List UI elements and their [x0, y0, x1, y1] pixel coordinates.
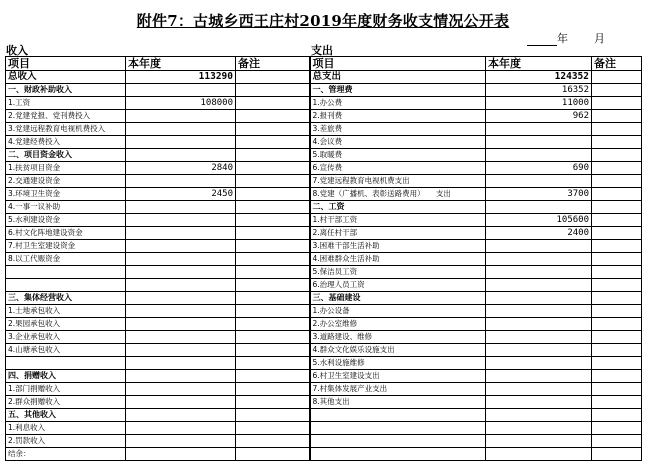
income-amount-cell	[126, 435, 236, 448]
income-remark-cell	[236, 344, 310, 357]
table-row	[6, 422, 642, 435]
income-remark-cell	[236, 370, 310, 383]
expense-remark-cell	[592, 97, 642, 110]
expense-item-cell: 7.村集体发展产业支出	[310, 383, 486, 396]
expense-amount-cell	[486, 448, 592, 461]
expense-item-cell: 1.办公设备	[310, 305, 486, 318]
expense-item-cell: 1.办公费	[310, 97, 486, 110]
table-row	[6, 188, 642, 201]
table-row	[6, 305, 642, 318]
income-remark-cell	[236, 123, 310, 136]
expense-amount-cell: 690	[486, 162, 592, 175]
income-item-cell	[6, 266, 126, 279]
expense-amount-cell	[486, 201, 592, 214]
income-item-cell: 3.环境卫生资金	[6, 188, 126, 201]
table-row	[6, 97, 642, 110]
income-amount-cell: 2840	[126, 162, 236, 175]
expense-item-cell: 4.会议费	[310, 136, 486, 149]
expense-amount-cell	[486, 422, 592, 435]
income-remark-cell	[236, 357, 310, 370]
income-remark-cell	[236, 97, 310, 110]
income-item-cell: 三、集体经营收入	[6, 292, 126, 305]
expense-remark-cell	[592, 318, 642, 331]
year-label: 年	[557, 32, 568, 45]
expense-amount-header: 本年度	[486, 57, 592, 71]
income-remark-cell	[236, 84, 310, 97]
income-amount-cell	[126, 279, 236, 292]
table-row	[6, 370, 642, 383]
expense-item-cell: 6.宣传费	[310, 162, 486, 175]
expense-amount-cell: 2400	[486, 227, 592, 240]
expense-remark-cell	[592, 123, 642, 136]
table-row	[6, 279, 642, 292]
column-header-row	[6, 57, 642, 71]
expense-item-cell	[310, 409, 486, 422]
income-item-cell: 4.党建经费投入	[6, 136, 126, 149]
income-remark-cell	[236, 422, 310, 435]
expense-remark-cell	[592, 435, 642, 448]
expense-remark-cell	[592, 188, 642, 201]
income-item-cell: 1.部门捐赠收入	[6, 383, 126, 396]
expense-item-cell: 2.报刊费	[310, 110, 486, 123]
table-row	[6, 201, 642, 214]
expense-amount-cell	[486, 409, 592, 422]
expense-remark-cell	[592, 305, 642, 318]
income-amount-cell	[126, 292, 236, 305]
expense-remark-cell	[592, 149, 642, 162]
income-item-cell: 二、项目资金收入	[6, 149, 126, 162]
expense-item-cell: 5.取暖费	[310, 149, 486, 162]
expense-item-cell: 6.治理人员工资	[310, 279, 486, 292]
expense-item-cell: 8.其他支出	[310, 396, 486, 409]
table-row	[6, 383, 642, 396]
table-row	[6, 110, 642, 123]
income-amount-cell	[126, 214, 236, 227]
table-row	[6, 292, 642, 305]
expense-amount-cell	[486, 305, 592, 318]
table-row	[6, 175, 642, 188]
expense-item-cell: 4.群众文化娱乐设施支出	[310, 344, 486, 357]
income-item-cell: 8.以工代赈资金	[6, 253, 126, 266]
expense-amount-cell	[486, 136, 592, 149]
table-row	[6, 435, 642, 448]
expense-item-cell	[310, 422, 486, 435]
table-row	[6, 357, 642, 370]
expense-amount-cell	[486, 383, 592, 396]
expense-remark-cell	[592, 422, 642, 435]
income-item-cell: 2.交通建设资金	[6, 175, 126, 188]
expense-item-cell: 5.水利设施维修	[310, 357, 486, 370]
expense-amount-cell	[486, 292, 592, 305]
expense-remark-cell	[592, 253, 642, 266]
expense-amount-cell	[486, 357, 592, 370]
income-amount-cell	[126, 383, 236, 396]
income-item-cell: 结余：	[6, 448, 126, 461]
expense-amount-cell	[486, 123, 592, 136]
table-row	[6, 253, 642, 266]
expense-remark-cell	[592, 84, 642, 97]
expense-amount-cell	[486, 279, 592, 292]
income-amount-cell	[126, 253, 236, 266]
income-item-cell: 1.扶贫项目资金	[6, 162, 126, 175]
income-amount-cell	[126, 149, 236, 162]
expense-item-cell: 6.村卫生室建设支出	[310, 370, 486, 383]
expense-remark-cell	[592, 201, 642, 214]
expense-amount-cell	[486, 266, 592, 279]
income-amount-cell	[126, 201, 236, 214]
document-title: 附件7：古城乡西王庄村2019年度财务收支情况公开表	[136, 12, 510, 30]
expense-item-cell: 3.差旅费	[310, 123, 486, 136]
expense-item-cell: 3.道路建设、维修	[310, 331, 486, 344]
table-row	[6, 214, 642, 227]
income-remark-cell	[236, 201, 310, 214]
expense-item-cell: 2.离任村干部	[310, 227, 486, 240]
date-line	[527, 30, 605, 46]
income-remark-cell	[236, 136, 310, 149]
expense-remark-cell	[592, 396, 642, 409]
expense-section-header: 支出	[311, 44, 333, 57]
expense-item-cell: 2.办公室维修	[310, 318, 486, 331]
income-amount-cell	[126, 123, 236, 136]
income-amount-cell	[126, 227, 236, 240]
expense-amount-cell	[486, 318, 592, 331]
income-remark-cell	[236, 305, 310, 318]
expense-remark-cell	[592, 409, 642, 422]
income-item-cell: 2.群众捐赠收入	[6, 396, 126, 409]
table-row	[6, 331, 642, 344]
table-row	[6, 266, 642, 279]
income-remark-cell	[236, 396, 310, 409]
expense-item-cell: 7.党建远程教育电视机费支出	[310, 175, 486, 188]
expense-remark-cell	[592, 279, 642, 292]
income-remark-cell	[236, 214, 310, 227]
income-remark-cell	[236, 188, 310, 201]
expense-item-cell	[310, 448, 486, 461]
income-amount-cell	[126, 344, 236, 357]
expense-amount-cell	[486, 240, 592, 253]
table-row	[6, 149, 642, 162]
table-row	[6, 162, 642, 175]
income-amount-cell	[126, 84, 236, 97]
income-amount-cell	[126, 136, 236, 149]
income-item-header: 项目	[6, 57, 126, 71]
income-item-cell: 五、其他收入	[6, 409, 126, 422]
income-item-cell: 四、捐赠收入	[6, 370, 126, 383]
income-amount-cell	[126, 409, 236, 422]
income-remark-cell	[236, 253, 310, 266]
total-income-value: 113290	[126, 71, 236, 84]
expense-remark-cell	[592, 448, 642, 461]
income-amount-cell	[126, 370, 236, 383]
finance-table	[5, 56, 642, 461]
expense-amount-cell	[486, 331, 592, 344]
expense-amount-cell: 16352	[486, 84, 592, 97]
total-income-label: 总收入	[6, 71, 126, 84]
income-remark-cell	[236, 331, 310, 344]
income-amount-cell	[126, 318, 236, 331]
expense-item-cell: 8.党建（广播机、表彰送路费用） 支出	[310, 188, 486, 201]
expense-amount-cell: 3700	[486, 188, 592, 201]
table-row	[6, 240, 642, 253]
income-item-cell: 7.村卫生室建设资金	[6, 240, 126, 253]
income-item-cell: 2.果园承包收入	[6, 318, 126, 331]
expense-amount-cell	[486, 253, 592, 266]
income-remark-cell	[236, 435, 310, 448]
totals-row	[6, 71, 642, 84]
income-remark-cell	[236, 240, 310, 253]
income-amount-cell	[126, 357, 236, 370]
income-item-cell: 一、财政补助收入	[6, 84, 126, 97]
table-row	[6, 84, 642, 97]
expense-remark-cell	[592, 331, 642, 344]
income-item-cell: 3.企业承包收入	[6, 331, 126, 344]
expense-remark-cell	[592, 240, 642, 253]
income-remark-cell	[236, 266, 310, 279]
expense-remark-cell	[592, 357, 642, 370]
expense-item-header: 项目	[310, 57, 486, 71]
income-remark-cell	[236, 227, 310, 240]
income-amount-cell	[126, 110, 236, 123]
expense-remark-cell	[592, 383, 642, 396]
income-amount-cell	[126, 448, 236, 461]
total-expense-value: 124352	[486, 71, 592, 84]
income-item-cell	[6, 279, 126, 292]
expense-remark-cell	[592, 227, 642, 240]
expense-amount-cell	[486, 370, 592, 383]
table-row	[6, 344, 642, 357]
income-item-cell: 1.工资	[6, 97, 126, 110]
expense-item-cell	[310, 435, 486, 448]
expense-item-cell: 三、基础建设	[310, 292, 486, 305]
income-item-cell: 1.土地承包收入	[6, 305, 126, 318]
expense-remark-cell	[592, 292, 642, 305]
table-row	[6, 123, 642, 136]
expense-item-cell: 1.村干部工资	[310, 214, 486, 227]
expense-remark-cell	[592, 214, 642, 227]
expense-amount-cell	[486, 435, 592, 448]
income-amount-cell	[126, 422, 236, 435]
table-row	[6, 318, 642, 331]
income-item-cell: 1.利息收入	[6, 422, 126, 435]
income-remark-cell	[236, 149, 310, 162]
month-label: 月	[594, 32, 605, 45]
expense-amount-cell: 962	[486, 110, 592, 123]
expense-remark-header: 备注	[592, 57, 642, 71]
income-remark-cell	[236, 448, 310, 461]
expense-item-cell: 二、工资	[310, 201, 486, 214]
income-item-cell: 4.山塘承包收入	[6, 344, 126, 357]
income-item-cell: 2.罚款收入	[6, 435, 126, 448]
income-amount-header: 本年度	[126, 57, 236, 71]
income-item-cell: 6.村文化阵地建设资金	[6, 227, 126, 240]
table-row	[6, 136, 642, 149]
income-amount-cell	[126, 396, 236, 409]
expense-item-cell: 3.困难干部生活补助	[310, 240, 486, 253]
expense-amount-cell: 105600	[486, 214, 592, 227]
expense-amount-cell	[486, 344, 592, 357]
expense-remark-cell	[592, 110, 642, 123]
expense-remark-cell	[592, 344, 642, 357]
expense-amount-cell	[486, 396, 592, 409]
table-row	[6, 227, 642, 240]
table-row	[6, 396, 642, 409]
income-remark-cell	[236, 162, 310, 175]
income-amount-cell: 2450	[126, 188, 236, 201]
expense-item-cell: 4.困难群众生活补助	[310, 253, 486, 266]
expense-remark-cell	[592, 370, 642, 383]
income-remark-cell	[236, 383, 310, 396]
income-amount-cell	[126, 305, 236, 318]
income-item-cell: 2.党建党报、党刊费投入	[6, 110, 126, 123]
expense-remark-cell	[592, 162, 642, 175]
expense-amount-cell	[486, 175, 592, 188]
income-remark-cell	[236, 318, 310, 331]
year-blank	[527, 35, 557, 46]
income-remark-cell	[236, 409, 310, 422]
expense-remark-cell	[592, 175, 642, 188]
income-remark-header: 备注	[236, 57, 310, 71]
expense-remark-cell	[592, 136, 642, 149]
expense-item-cell: 一、管理费	[310, 84, 486, 97]
total-expense-remark	[592, 71, 642, 84]
income-item-cell: 5.水利建设资金	[6, 214, 126, 227]
income-section-header: 收入	[6, 44, 28, 57]
expense-amount-cell: 11000	[486, 97, 592, 110]
income-item-cell	[6, 357, 126, 370]
table-row	[6, 448, 642, 461]
income-remark-cell	[236, 292, 310, 305]
income-item-cell: 4.一事一议补助	[6, 201, 126, 214]
income-remark-cell	[236, 175, 310, 188]
income-remark-cell	[236, 110, 310, 123]
income-amount-cell	[126, 266, 236, 279]
expense-remark-cell	[592, 266, 642, 279]
income-amount-cell: 108000	[126, 97, 236, 110]
income-remark-cell	[236, 279, 310, 292]
total-income-remark	[236, 71, 310, 84]
total-expense-label: 总支出	[310, 71, 486, 84]
income-amount-cell	[126, 240, 236, 253]
income-amount-cell	[126, 331, 236, 344]
table-row	[6, 409, 642, 422]
expense-amount-cell	[486, 149, 592, 162]
income-amount-cell	[126, 175, 236, 188]
expense-item-cell: 5.保洁员工资	[310, 266, 486, 279]
income-item-cell: 3.党建远程教育电视机费投入	[6, 123, 126, 136]
